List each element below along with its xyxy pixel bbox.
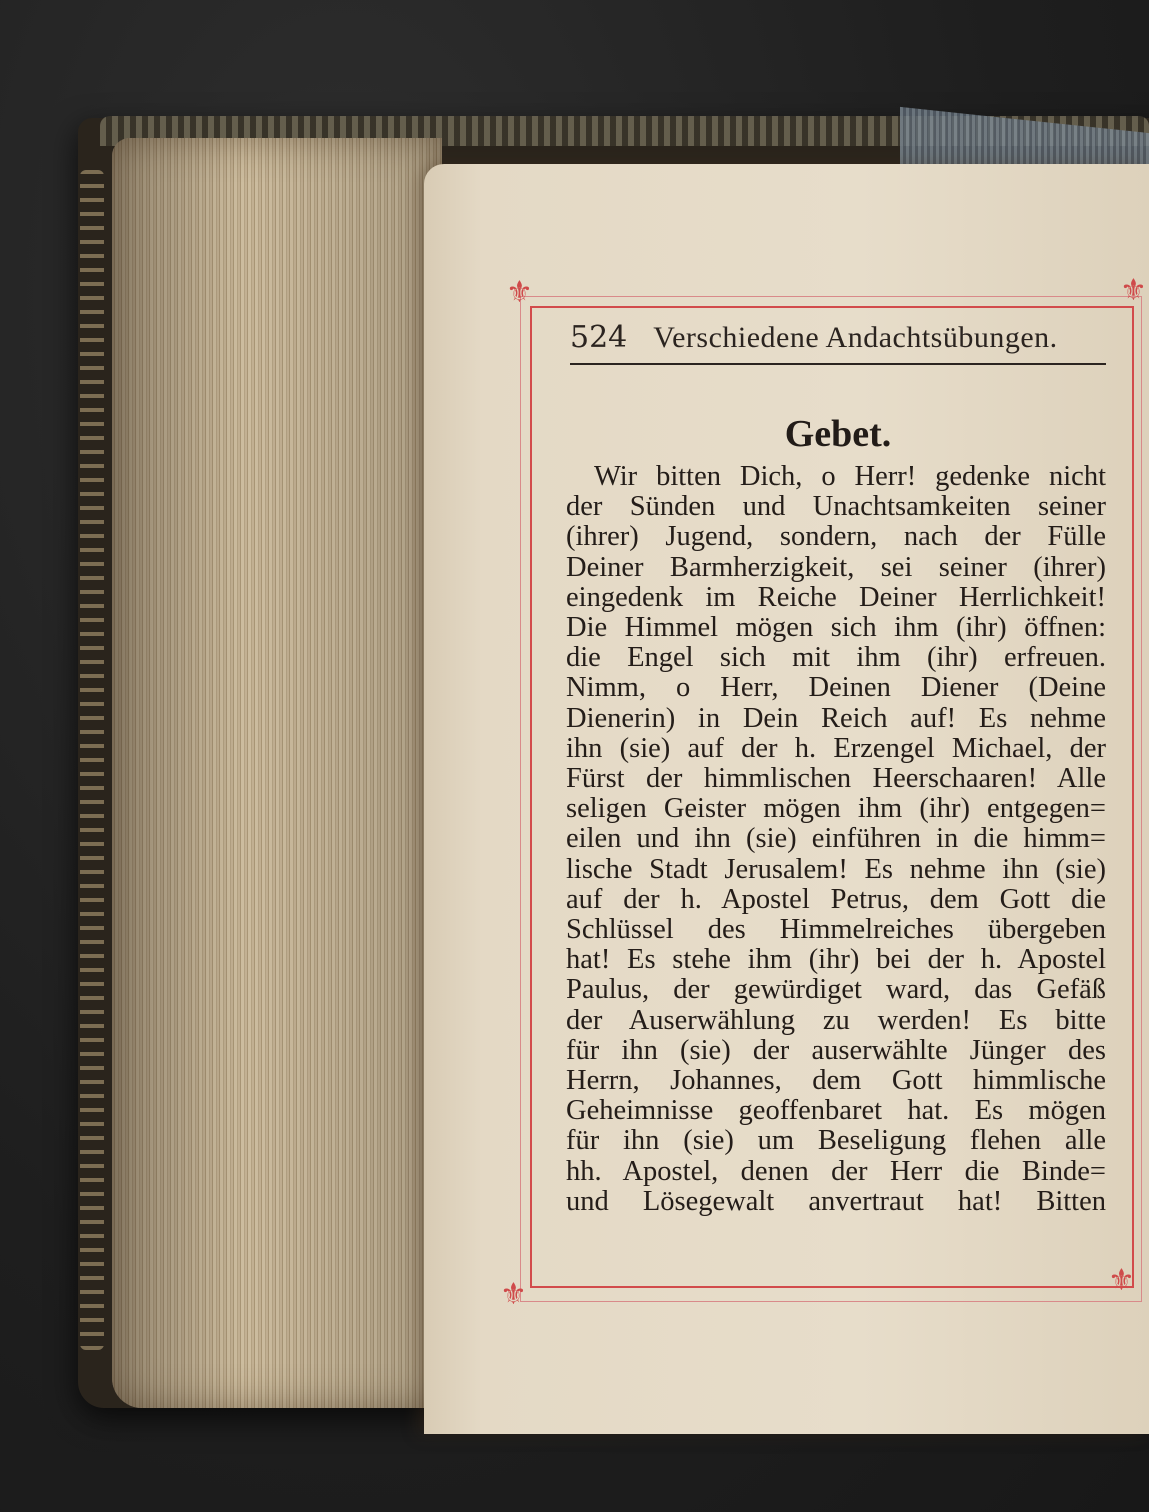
text-line: für ihn (sie) um Beseligung flehen alle (566, 1126, 1106, 1157)
text-line: Fürst der himmlischen Heerschaaren! Alle (566, 764, 1106, 795)
text-line: Geheimnisse geoffenbaret hat. Es mögen (566, 1096, 1106, 1127)
fleur-de-lis-icon: ⚜ (506, 275, 533, 310)
page-number: 524 (570, 320, 628, 355)
text-line: Herrn, Johannes, dem Gott himmlische (566, 1066, 1106, 1097)
text-line: lische Stadt Jerusalem! Es nehme ihn (sie) (566, 854, 1106, 885)
text-line: auf der h. Apostel Petrus, dem Gott die (566, 884, 1106, 915)
page-edges (112, 138, 442, 1408)
text-line: hat! Es stehe ihm (ihr) bei der h. Apostel (566, 945, 1106, 976)
text-line: Deiner Barmherzigkeit, sei seiner (ihrer) (566, 552, 1106, 583)
text-line: seligen Geister mögen ihm (ihr) entgegen= (566, 794, 1106, 825)
fleur-de-lis-icon: ⚜ (500, 1277, 527, 1312)
book-spine (80, 170, 104, 1350)
prayer-text (566, 462, 1106, 1217)
section-title: Gebet. (784, 413, 892, 455)
text-line: hh. Apostel, denen der Herr die Binde= (566, 1156, 1106, 1187)
text-line: für ihn (sie) der auserwählte Jünger des (566, 1035, 1106, 1066)
text-line: Paulus, der gewürdiget ward, das Gefäß (566, 975, 1106, 1006)
text-line: der Sünden und Unachtsamkeiten seiner (566, 492, 1106, 523)
text-line: der Auserwählung zu werden! Es bitte (566, 1005, 1106, 1036)
fleur-de-lis-icon: ⚜ (1120, 273, 1147, 308)
text-line: die Engel sich mit ihm (ihr) erfreuen. (566, 643, 1106, 674)
text-line: ihn (sie) auf der h. Erzengel Michael, der (566, 733, 1106, 764)
text-line: Die Himmel mögen sich ihm (ihr) öffnen: (566, 613, 1106, 644)
text-line: und Lösegewalt anvertraut hat! Bitten (566, 1186, 1106, 1217)
running-header (570, 320, 1106, 365)
text-line: Nimm, o Herr, Deinen Diener (Deine (566, 673, 1106, 704)
text-line: eilen und ihn (sie) einführen in die himm= (566, 824, 1106, 855)
text-line: (ihrer) Jugend, sondern, nach der Fülle (566, 522, 1106, 553)
text-line: Dienerin) in Dein Reich auf! Es nehme (566, 703, 1106, 734)
text-line: eingedenk im Reiche Deiner Herrlichkeit! (566, 582, 1106, 613)
text-line: Schlüssel des Himmelreiches übergeben (566, 915, 1106, 946)
text-line: Wir bitten Dich, o Herr! gedenke nicht (594, 462, 1106, 492)
running-title: Verschiedene Andachtsübungen. (653, 321, 1058, 354)
fleur-de-lis-icon: ⚜ (1108, 1263, 1135, 1298)
